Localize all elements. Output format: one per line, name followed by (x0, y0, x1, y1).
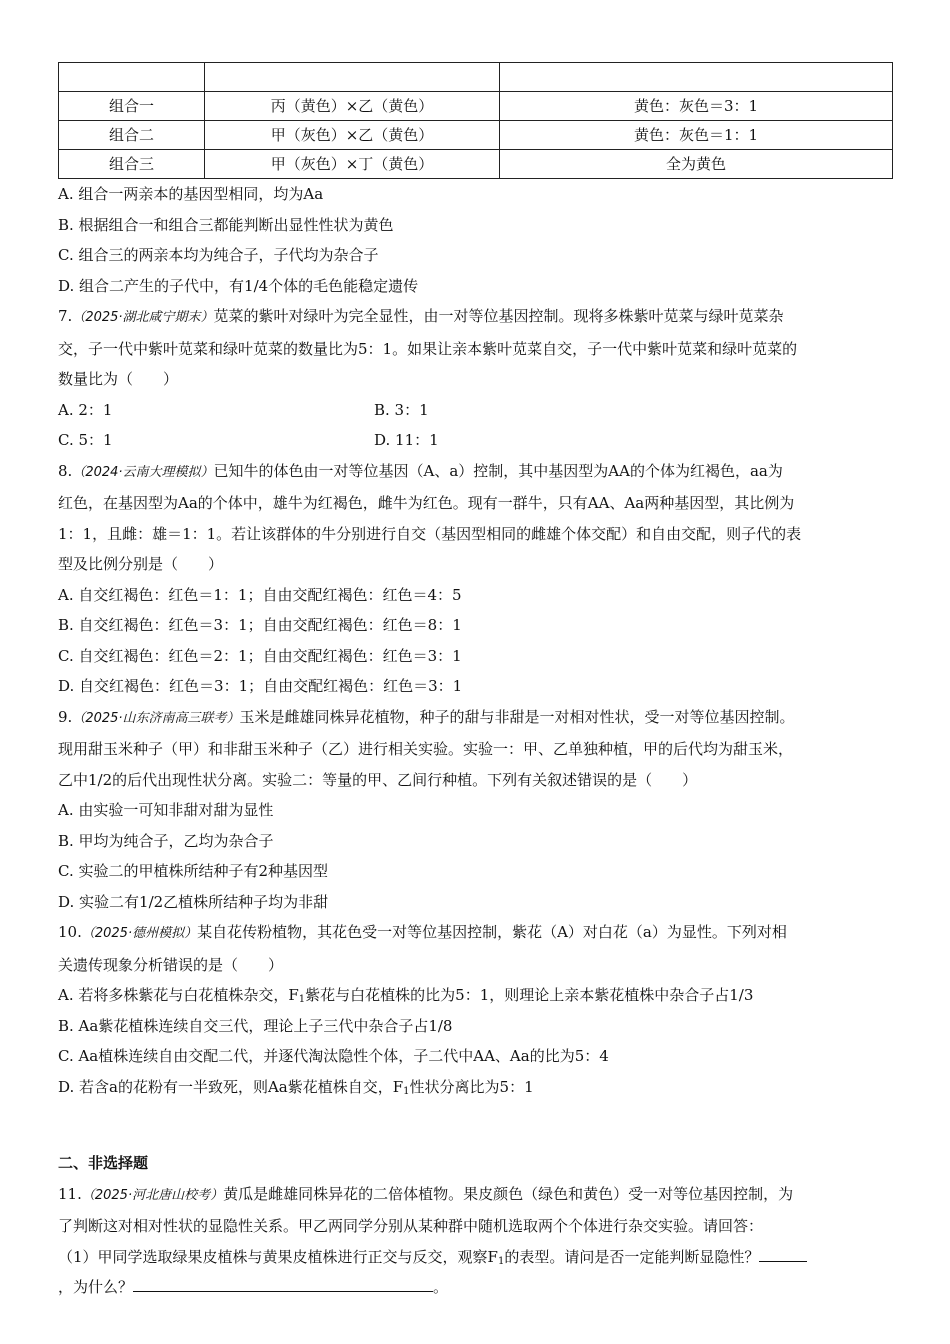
question-source: （2025·德州模拟） (81, 926, 198, 941)
question-11: 11.（2025·河北唐山校考）黄瓜是雌雄同株异花的二倍体植物。果皮颜色（绿色和黄色）受一对等位基因控制，为 了判断这对相对性状的显隐性关系。甲乙两同学分别从某种群中随机选取两个个体进行杂交实验。请回答： （1）甲同学选取绿果皮植株与黄果皮植株进行正交与反交，观察$F_1$的表型。请问是否一定能判断显隐性？ ，为什么？ 。 (58, 1179, 894, 1303)
option-a: A. 自交红褐色：红色＝1：1；自由交配红褐色：红色＝4：5 (58, 585, 462, 604)
option-c: C. 自交红褐色：红色＝2：1；自由交配红褐色：红色＝3：1 (58, 646, 462, 665)
table-cell: 丙（黄色）×乙（黄色） (205, 92, 500, 121)
option-b: B. 甲均为纯合子，乙均为杂合子 (58, 831, 274, 850)
table-cell: 组合二 (59, 121, 205, 150)
question-text: 交，子一代中紫叶苋菜和绿叶苋菜的数量比为5：1。如果让亲本紫叶苋菜自交，子一代中紫叶苋菜和绿叶苋菜的 (58, 339, 798, 358)
option-d: D. 组合二产生的子代中，有1/4个体的毛色能稳定遗传 (58, 276, 419, 295)
cross-results-table (58, 62, 893, 179)
option-a: A. 2：1 (58, 400, 113, 419)
option-b: B. 根据组合一和组合三都能判断出显性性状为黄色 (58, 215, 394, 234)
document-page (58, 62, 894, 1303)
answer-blank-2[interactable] (133, 1273, 433, 1292)
table-cell: 甲（灰色）×乙（黄色） (205, 121, 500, 150)
question-number: 11. (58, 1184, 82, 1203)
question-text: 型及比例分别是（ ） (58, 555, 224, 573)
spacer (58, 1102, 894, 1148)
option-b: B. 3：1 (374, 400, 429, 419)
option-d: D. 11：1 (374, 431, 439, 449)
table-row (59, 92, 893, 121)
question-text: 红色，在基因型为Aa的个体中，雄牛为红褐色，雌牛为红色。现有一群牛，只有AA、Aa两种基因型，其比例为 (58, 494, 795, 512)
option-d: D. 若含a的花粉有一半致死，则Aa紫花植株自交，$F_1$性状分离比为5：1 (58, 1077, 534, 1097)
answer-blank-1[interactable] (759, 1243, 807, 1262)
table-header-cell (59, 63, 205, 92)
question-9 (58, 702, 894, 918)
table-cell: 全为黄色 (500, 150, 893, 179)
table-cell: 组合一 (59, 92, 205, 121)
question-source: （2025·湖北咸宁期末） (72, 310, 214, 325)
question-8 (58, 456, 894, 702)
question-text: 数量比为（ ） (58, 370, 179, 388)
table-header-row (59, 63, 893, 92)
table-cell: 甲（灰色）×丁（黄色） (205, 150, 500, 179)
section-title: 二、非选择题 (58, 1154, 149, 1172)
option-a: A. 组合一两亲本的基因型相同，均为Aa (58, 185, 324, 203)
option-c: C. 组合三的两亲本均为纯合子，子代均为杂合子 (58, 246, 379, 264)
option-a: A. 若将多株紫花与白花植株杂交，$F_1$紫花与白花植株的比为5：1，则理论上亲本紫花植株中杂合子占1/3 (58, 986, 754, 1005)
question-7 (58, 301, 894, 456)
question-text: 1：1，且雌：雄＝1：1。若让该群体的牛分别进行自交（基因型相同的雌雄个体交配）和自由交配，则子代的表 (58, 524, 802, 543)
table-row (59, 121, 893, 150)
option-b: B. Aa紫花植株连续自交三代，理论上子三代中杂合子占1/8 (58, 1016, 453, 1035)
sub-question-1: （1）甲同学选取绿果皮植株与黄果皮植株进行正交与反交，观察$F_1$的表型。请问是否一定能判断显隐性？ (58, 1242, 894, 1273)
table-cell: 黄色：灰色＝3：1 (500, 92, 893, 121)
question-number: 8. (58, 461, 73, 480)
question-text: 关遗传现象分析错误的是（ ） (58, 955, 284, 974)
option-c: C. 5：1 (58, 431, 113, 449)
question-text: 苋菜的紫叶对绿叶为完全显性，由一对等位基因控制。现将多株紫叶苋菜与绿叶苋菜杂 (213, 307, 784, 325)
table-cell: 组合三 (59, 150, 205, 179)
option-a: A. 由实验一可知非甜对甜为显性 (58, 801, 274, 819)
table-header-cell (500, 63, 893, 92)
question-number: 9. (58, 707, 73, 726)
option-d: D. 自交红褐色：红色＝3：1；自由交配红褐色：红色＝3：1 (58, 677, 463, 695)
question-text: 玉米是雌雄同株异花植物，种子的甜与非甜是一对相对性状，受一对等位基因控制。 (239, 707, 795, 726)
question-text: 乙中1/2的后代出现性状分离。实验二：等量的甲、乙间行种植。下列有关叙述错误的是（ ） (58, 770, 698, 789)
question-10 (58, 917, 894, 1102)
question-text: ，为什么？ (58, 1278, 134, 1296)
question-text: 已知牛的体色由一对等位基因（A、a）控制，其中基因型为AA的个体为红褐色，aa为 (213, 461, 783, 480)
question-source: （2025·河北唐山校考） (81, 1187, 224, 1203)
option-d: D. 实验二有1/2乙植株所结种子均为非甜 (58, 892, 329, 911)
question-source: （2024·云南大理模拟） (72, 464, 214, 480)
question-source: （2025·山东济南高三联考） (72, 710, 240, 726)
option-c: C. Aa植株连续自由交配二代，并逐代淘汰隐性个体，子二代中AA、Aa的比为5：4 (58, 1047, 609, 1065)
question-text: 黄瓜是雌雄同株异花的二倍体植物。果皮颜色（绿色和黄色）受一对等位基因控制，为 (223, 1184, 794, 1203)
q6-options (58, 179, 894, 301)
question-text: 了判断这对相对性状的显隐性关系。甲乙两同学分别从某种群中随机选取两个个体进行杂交实验。请回答： (58, 1217, 764, 1235)
table-header-cell (205, 63, 500, 92)
option-b: B. 自交红褐色：红色＝3：1；自由交配红褐色：红色＝8：1 (58, 616, 462, 634)
question-number: 10. (58, 923, 82, 941)
table-cell: 黄色：灰色＝1：1 (500, 121, 893, 150)
option-c: C. 实验二的甲植株所结种子有2种基因型 (58, 862, 329, 880)
question-number: 7. (58, 307, 73, 325)
question-text: 现用甜玉米种子（甲）和非甜玉米种子（乙）进行相关实验。实验一：甲、乙单独种植，甲的后代均为甜玉米， (58, 740, 794, 758)
question-text: 某自花传粉植物，其花色受一对等位基因控制，紫花（A）对白花（a）为显性。下列对相 (197, 923, 787, 941)
table-row (59, 150, 893, 179)
